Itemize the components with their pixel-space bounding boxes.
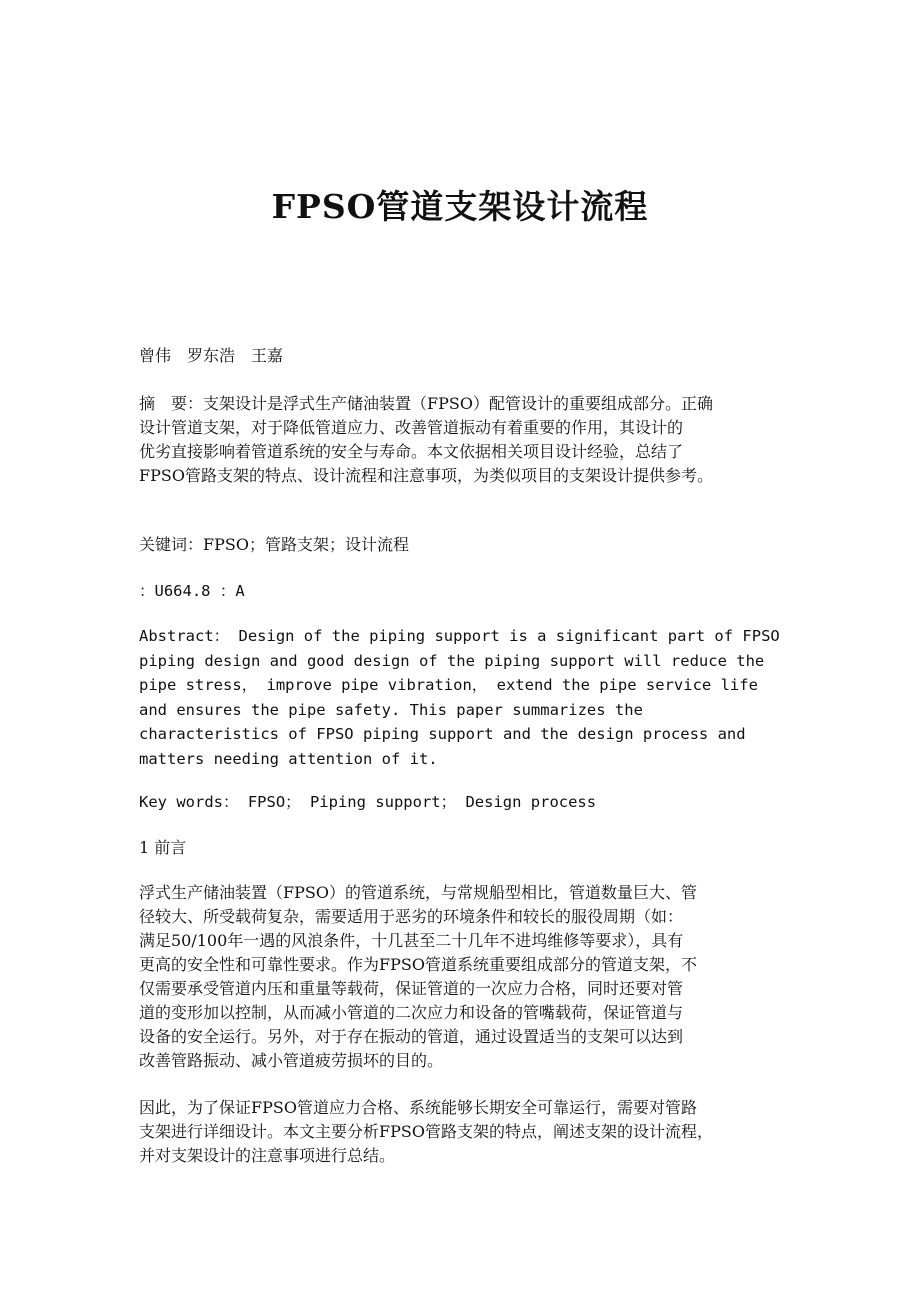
paragraph-line: 设备的安全运行。另外，对于存在振动的管道，通过设置适当的支架可以达到	[139, 1027, 684, 1046]
abstract-en-line: piping design and good design of the piping support will reduce the	[139, 651, 765, 670]
abstract-cn	[139, 392, 799, 488]
abstract-cn-line: 摘 要：支架设计是浮式生产储油装置（FPSO）配管设计的重要组成部分。正确	[139, 394, 713, 413]
abstract-en	[139, 624, 799, 771]
abstract-cn-line: 设计管道支架，对于降低管道应力、改善管道振动有着重要的作用，其设计的	[139, 418, 684, 437]
abstract-en-line: pipe stress， improve pipe vibration， extend the pipe service life	[139, 676, 758, 694]
paragraph-line: 并对支架设计的注意事项进行总结。	[139, 1146, 396, 1165]
paragraph-line: 径较大、所受载荷复杂，需要适用于恶劣的环境条件和较长的服役周期（如：	[139, 907, 684, 926]
section-heading: 1 前言	[139, 838, 187, 857]
paragraph-line: 改善管路振动、减小管道疲劳损坏的目的。	[139, 1051, 444, 1070]
abstract-en-line: and ensures the pipe safety. This paper summarizes the	[139, 700, 643, 719]
abstract-en-line: Abstract： Design of the piping support is a significant part of FPSO	[139, 627, 780, 645]
keywords-cn: 关键词：FPSO；管路支架；设计流程	[139, 535, 409, 554]
section1-paragraph-2	[139, 1096, 799, 1168]
section1-paragraph-1	[139, 881, 799, 1073]
paragraph-line: 支架进行详细设计。本文主要分析FPSO管路支架的特点，阐述支架的设计流程，	[139, 1122, 713, 1141]
abstract-cn-line: 优劣直接影响着管道系统的安全与寿命。本文依据相关项目设计经验，总结了	[139, 442, 684, 461]
paragraph-line: 仅需要承受管道内压和重量等载荷，保证管道的一次应力合格，同时还要对管	[139, 979, 684, 998]
paragraph-line: 因此，为了保证FPSO管道应力合格、系统能够长期安全可靠运行，需要对管路	[139, 1098, 697, 1117]
paragraph-line: 更高的安全性和可靠性要求。作为FPSO管道系统重要组成部分的管道支架，不	[139, 955, 697, 974]
classification-number: ：U664.8 ：A	[139, 582, 245, 600]
abstract-en-line: characteristics of FPSO piping support and the design process and	[139, 725, 746, 743]
keywords-en: Key words： FPSO； Piping support； Design process	[139, 793, 597, 811]
document-title: FPSO管道支架设计流程	[271, 187, 649, 226]
paragraph-line: 满足50/100年一遇的风浪条件，十几甚至二十几年不进坞维修等要求），具有	[139, 931, 684, 950]
author-line: 曾伟 罗东浩 王嘉	[139, 346, 284, 365]
abstract-cn-line: FPSO管路支架的特点、设计流程和注意事项，为类似项目的支架设计提供参考。	[139, 466, 713, 485]
paragraph-line: 浮式生产储油装置（FPSO）的管道系统，与常规船型相比，管道数量巨大、管	[139, 883, 697, 902]
paragraph-line: 道的变形加以控制，从而减小管道的二次应力和设备的管嘴载荷，保证管道与	[139, 1003, 684, 1022]
abstract-en-line: matters needing attention of it.	[139, 749, 438, 768]
